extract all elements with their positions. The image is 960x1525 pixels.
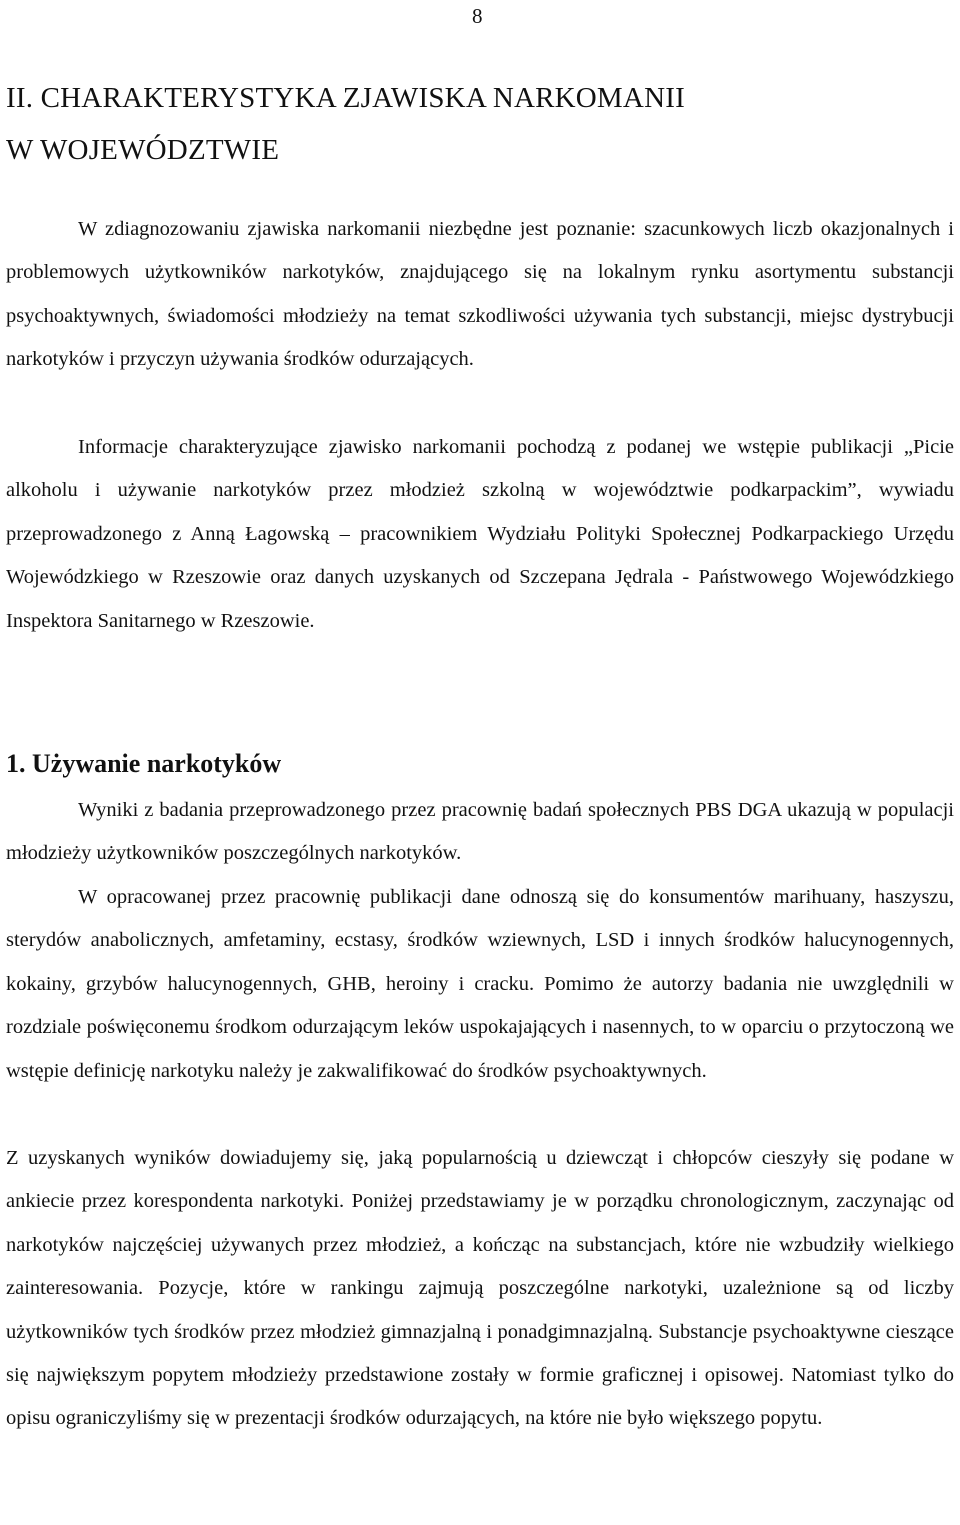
chapter-title-line-1: II. CHARAKTERYSTYKA ZJAWISKA NARKOMANII xyxy=(6,82,685,114)
intro-paragraph-2: Informacje charakteryzujące zjawisko narkomanii pochodzą z podanej we wstępie publikacji „Picie alkoholu i używanie narkotyków przez młodzież szkolną w województwie podkarpackim”, wywiadu przeprowadzonego z Anną Łagowską – pracownikiem Wydziału Polityki Społecznej Podkarpackiego Urzędu Wojewódzkiego w Rzeszowie oraz danych uzyskanych od Szczepana Jędrala - Państwowego Wojewódzkiego Inspektora Sanitarnego w Rzeszowie. xyxy=(6,436,954,632)
chapter-title-line-2: W WOJEWÓDZTWIE xyxy=(6,134,280,166)
section-paragraph-2: W opracowanej przez pracownię publikacji dane odnoszą się do konsumentów marihuany, haszyszu, sterydów anabolicznych, amfetaminy, ecstasy, środków wziewnych, LSD i innych środków halucynogennych, kokainy, grzybów halucynogennych, GHB, heroiny i cracku. Pomimo że autorzy badania nie uwzględnili w rozdziale poświęconemu środkom odurzającym leków uspokajających i nasennych, to w oparciu o przytoczoną we wstępie definicję narkotyku należy je zakwalifikować do środków psychoaktywnych. xyxy=(6,886,954,1082)
section-paragraph-1: Wyniki z badania przeprowadzonego przez pracownię badań społecznych PBS DGA ukazują w populacji młodzieży użytkowników poszczególnych narkotyków. xyxy=(6,799,954,865)
section-heading: 1. Używanie narkotyków xyxy=(6,749,282,778)
section-paragraph-3: Z uzyskanych wyników dowiadujemy się, jaką popularnością u dziewcząt i chłopców cieszyły się podane w ankiecie przez korespondenta narkotyki. Poniżej przedstawiamy je w porządku chronologicznym, zaczynając od narkotyków najczęściej używanych przez młodzież, a kończąc na substancjach, które nie wzbudziły wielkiego zainteresowania. Pozycje, które w rankingu zajmują poszczególne narkotyki, uzależnione są od liczby użytkowników tych środków przez młodzież gimnazjalną i ponadgimnazjalną. Substancje psychoaktywne cieszące się największym popytem młodzieży przedstawione zostały w formie graficznej i opisowej. Natomiast tylko do opisu ograniczyliśmy się w prezentacji środków odurzających, na które nie było większego popytu. xyxy=(6,1147,954,1430)
chapter-title xyxy=(6,72,685,176)
intro-paragraph-1: W zdiagnozowaniu zjawiska narkomanii niezbędne jest poznanie: szacunkowych liczb okazjonalnych i problemowych użytkowników narkotyków, znajdującego się na lokalnym rynku asortymentu substancji psychoaktywnych, świadomości młodzieży na temat szkodliwości używania tych substancji, miejsc dystrybucji narkotyków i przyczyn używania środków odurzających. xyxy=(6,218,954,371)
page-number: 8 xyxy=(472,4,483,28)
